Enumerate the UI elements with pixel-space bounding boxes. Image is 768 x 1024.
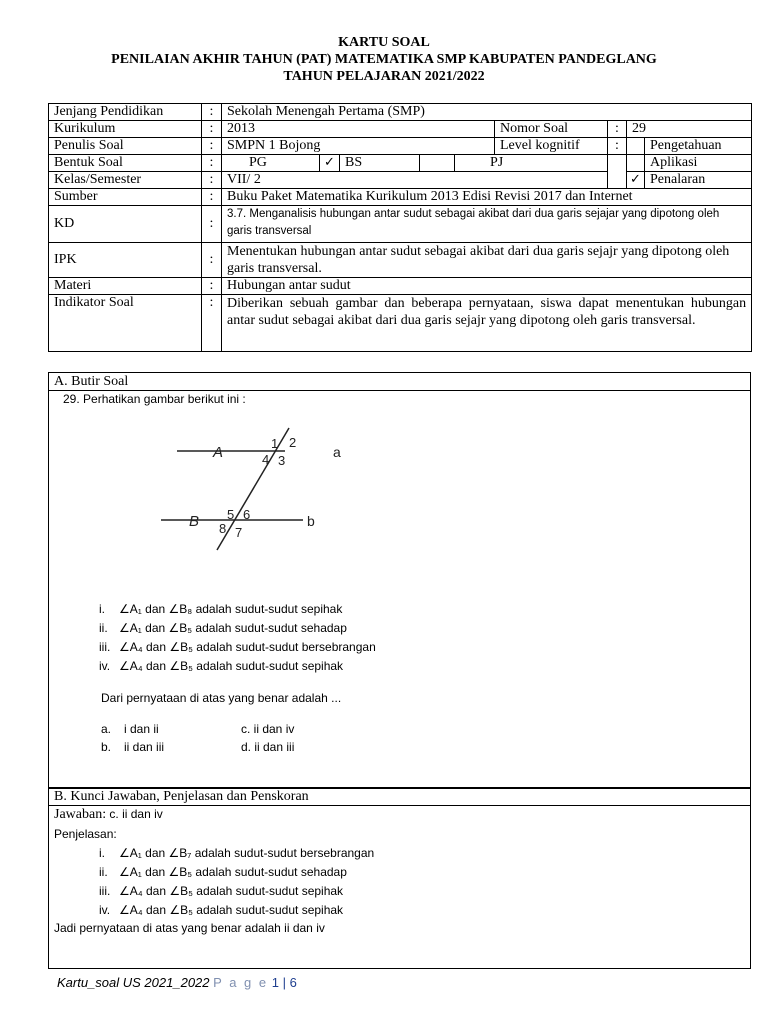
explanation-num: ii. <box>99 865 108 879</box>
level-option-aplikasi: Aplikasi <box>645 155 752 172</box>
angle-8: 8 <box>219 521 227 536</box>
angle-4: 4 <box>262 452 270 467</box>
check-icon: ✓ <box>320 155 340 172</box>
ipk-value: Menentukan hubungan antar sudut sebagai akibat dari dua garis sejajr yang dipotong oleh garis transversal. <box>222 243 752 278</box>
penulis-label: Penulis Soal <box>49 138 202 155</box>
penulis-value: SMPN 1 Bojong <box>222 138 495 155</box>
statement-num: i. <box>99 602 105 616</box>
kelas-value: VII/ 2 <box>222 172 608 189</box>
statement-text: ∠A₄ dan ∠B₅ adalah sudut-sudut bersebrangan <box>119 640 376 654</box>
penjelasan-label: Penjelasan: <box>54 827 117 841</box>
bentuk-bs: BS <box>340 155 420 172</box>
nomor-label: Nomor Soal <box>495 121 608 138</box>
materi-label: Materi <box>49 278 202 295</box>
sumber-value: Buku Paket Matematika Kurikulum 2013 Edisi Revisi 2017 dan Internet <box>222 189 752 206</box>
ipk-label: IPK <box>49 243 202 278</box>
level-label: Level kognitif <box>495 138 608 155</box>
option-label: a. <box>101 722 112 736</box>
explanation-text: ∠A₁ dan ∠B₇ adalah sudut-sudut bersebrangan <box>119 846 375 860</box>
statement-text: ∠A₁ dan ∠B₅ adalah sudut-sudut sehadap <box>119 621 347 635</box>
option-c: c. ii dan iv <box>241 722 295 736</box>
statement-num: iv. <box>99 659 111 673</box>
question-prompt: Dari pernyataan di atas yang benar adalah ... <box>101 691 342 705</box>
option-b: ii dan iii <box>124 740 165 754</box>
kelas-label: Kelas/Semester <box>49 172 202 189</box>
angle-5: 5 <box>227 507 235 522</box>
jenjang-label: Jenjang Pendidikan <box>49 104 202 121</box>
explanation-text: ∠A₁ dan ∠B₅ adalah sudut-sudut sehadap <box>119 865 347 879</box>
statement-text: ∠A₁ dan ∠B₈ adalah sudut-sudut sepihak <box>119 602 343 616</box>
page-footer <box>57 975 297 990</box>
materi-value: Hubungan antar sudut <box>222 278 752 295</box>
angle-7: 7 <box>235 525 243 540</box>
level-check-1 <box>627 138 645 155</box>
jawaban-row <box>54 807 163 823</box>
kurikulum-label: Kurikulum <box>49 121 202 138</box>
kd-value: 3.7. Menganalisis hubungan antar sudut sebagai akibat dari dua garis sejajar yang dipotong oleh garis transversal <box>222 206 752 243</box>
angle-6: 6 <box>243 507 251 522</box>
info-table: Jenjang Pendidikan : Sekolah Menengah Pertama (SMP) Kurikulum : 2013 Nomor Soal : 29 Penulis Soal : SMPN 1 Bojong Level kognitif : Pengetahuan Bentuk Soal : PG ✓ BS PJ Aplikasi Kelas/Semester : VII/ 2 ✓ Penalaran Sumber : Buku Paket Matematika Kurikulum 2013 Edisi Revisi 2017 dan Internet KD : 3.7. Menganalisis hubungan antar sudut sebagai akibat dari dua garis sejajar yang dipotong oleh garis transversal IPK : Menentukan hubungan antar sudut sebagai akibat dari dua garis sejajr yang dipotong oleh garis transversal. Materi : Hubungan antar sudut Indikator Soal : Diberikan sebuah gambar dan beberapa pernyataan, siswa dapat menentukan hubungan antar sudut sebagai akibat dari dua garis sejajr yang dipotong oleh garis transversal. <box>48 103 752 352</box>
footer-rule <box>48 968 288 969</box>
butir-soal-section <box>48 372 751 789</box>
label-a: a <box>333 444 341 460</box>
indikator-label: Indikator Soal <box>49 295 202 352</box>
option-label: b. <box>101 740 112 754</box>
statement-num: ii. <box>99 621 108 635</box>
kurikulum-value: 2013 <box>222 121 495 138</box>
question-text: 29. Perhatikan gambar berikut ini : <box>63 392 246 406</box>
statement-text: ∠A₄ dan ∠B₅ adalah sudut-sudut sepihak <box>119 659 344 673</box>
bentuk-pg: PG <box>222 155 320 172</box>
bentuk-pj: PJ <box>455 155 608 172</box>
level-check-2 <box>627 155 645 172</box>
angle-2: 2 <box>289 435 297 450</box>
kunci-jawaban-heading: B. Kunci Jawaban, Penjelasan dan Penskoran <box>49 788 750 806</box>
explanation-text: ∠A₄ dan ∠B₅ adalah sudut-sudut sepihak <box>119 884 344 898</box>
option-a: i dan ii <box>124 722 159 736</box>
kd-label: KD <box>49 206 202 243</box>
footer-doc-name: Kartu_soal US 2021_2022 <box>57 975 210 990</box>
label-b: b <box>307 513 315 529</box>
card-title: KARTU SOAL <box>338 35 430 50</box>
explanation-num: iv. <box>99 903 111 917</box>
footer-separator: | <box>282 975 286 990</box>
nomor-value: 29 <box>627 121 752 138</box>
bentuk-label: Bentuk Soal <box>49 155 202 172</box>
parallel-lines-figure <box>147 413 341 563</box>
check-icon: ✓ <box>627 172 645 189</box>
label-B: B <box>189 513 200 530</box>
label-A: A <box>213 444 224 461</box>
jawaban-value: c. ii dan iv <box>106 807 163 821</box>
explanation-num: i. <box>99 846 105 860</box>
angle-3: 3 <box>278 453 286 468</box>
jenjang-value: Sekolah Menengah Pertama (SMP) <box>222 104 752 121</box>
level-option-pengetahuan: Pengetahuan <box>645 138 752 155</box>
sumber-label: Sumber <box>49 189 202 206</box>
explanation-text: ∠A₄ dan ∠B₅ adalah sudut-sudut sepihak <box>119 903 344 917</box>
butir-soal-heading: A. Butir Soal <box>49 373 750 391</box>
kunci-jawaban-section <box>48 787 751 969</box>
academic-year: TAHUN PELAJARAN 2021/2022 <box>283 69 485 84</box>
footer-page-number: 1 <box>271 975 279 990</box>
jawaban-label: Jawaban: <box>54 807 107 822</box>
level-option-penalaran: Penalaran <box>645 172 752 189</box>
conclusion-text: Jadi pernyataan di atas yang benar adalah ii dan iv <box>54 921 325 935</box>
exam-title: PENILAIAN AKHIR TAHUN (PAT) MATEMATIKA SMP KABUPATEN PANDEGLANG <box>111 52 657 67</box>
statement-num: iii. <box>99 640 111 654</box>
indikator-value: Diberikan sebuah gambar dan beberapa pernyataan, siswa dapat menentukan hubungan antar sudut sebagai akibat dari dua garis sejajr yang dipotong oleh garis transversal. <box>222 295 752 352</box>
footer-page-word: P a g e <box>213 975 269 990</box>
explanation-num: iii. <box>99 884 111 898</box>
angle-1: 1 <box>271 436 279 451</box>
option-d: d. ii dan iii <box>241 740 295 754</box>
footer-total-pages: 6 <box>289 975 297 990</box>
bentuk-bs-box <box>420 155 455 172</box>
